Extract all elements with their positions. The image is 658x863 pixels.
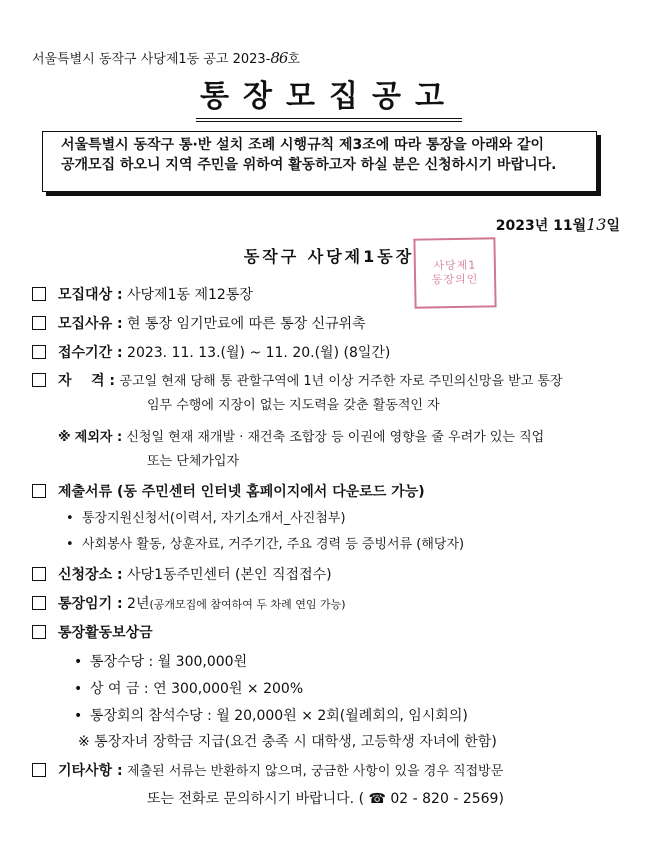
section-place bbox=[32, 565, 332, 585]
section-target bbox=[32, 285, 253, 305]
exclusion-line-1: 신청일 현재 재개발 · 재건축 조합장 등 이권에 영향을 줄 우려가 있는 직업 bbox=[126, 430, 545, 445]
term-label: 통장임기 : bbox=[58, 596, 123, 612]
checkbox-icon bbox=[32, 625, 46, 639]
official-seal-stamp bbox=[413, 237, 496, 308]
compensation-label: 통장활동보상금 bbox=[58, 625, 153, 641]
exclusion-mark: ※ bbox=[58, 430, 71, 445]
checkbox-icon bbox=[32, 287, 46, 301]
compensation-item bbox=[74, 679, 303, 699]
bullet-icon: • bbox=[74, 681, 83, 697]
section-etc bbox=[32, 761, 503, 782]
documents-item-text: 통장지원신청서(이력서, 자기소개서_사진첨부) bbox=[82, 511, 346, 526]
compensation-item bbox=[74, 706, 468, 726]
post-date bbox=[496, 215, 620, 235]
reason-label: 모집사유 : bbox=[58, 316, 123, 332]
checkbox-icon bbox=[32, 316, 46, 330]
notice-handwritten-number: 86 bbox=[270, 49, 288, 67]
post-date-prefix: 2023년 11월 bbox=[495, 218, 587, 234]
exclusion-label: 제외자 : bbox=[74, 430, 123, 445]
target-label: 모집대상 : bbox=[58, 287, 123, 303]
documents-label: 제출서류 (동 주민센터 인터넷 홈페이지에서 다운로드 가능) bbox=[58, 484, 425, 500]
compensation-item-text: 통장수당 : 월 300,000원 bbox=[90, 654, 248, 670]
seal-line-2: 동장의인 bbox=[431, 272, 479, 287]
post-date-handwritten-day: 13 bbox=[586, 215, 607, 234]
checkbox-icon bbox=[32, 567, 46, 581]
section-reason bbox=[32, 314, 366, 334]
compensation-item bbox=[74, 652, 247, 672]
compensation-item-text: 통장회의 참석수당 : 월 20,000원 × 2회(월례회의, 임시회의) bbox=[90, 708, 468, 724]
term-value: 2년 bbox=[127, 596, 150, 612]
place-value: 사당1동주민센터 (본인 직접접수) bbox=[127, 567, 332, 583]
section-compensation bbox=[32, 623, 153, 643]
etc-line-2: 또는 전화로 문의하시기 바랍니다. ( ☎ 02 - 820 - 2569) bbox=[147, 791, 504, 807]
period-value: 2023. 11. 13.(월) ~ 11. 20.(월) (8일간) bbox=[127, 345, 391, 361]
qualification-line-2: 임무 수행에 지장이 없는 지도력을 갖춘 활동적인 자 bbox=[147, 398, 440, 413]
term-note: (공개모집에 참여하여 두 차례 연임 가능) bbox=[149, 598, 346, 611]
section-term bbox=[32, 594, 346, 615]
post-date-suffix: 일 bbox=[606, 218, 620, 234]
section-documents bbox=[32, 482, 425, 502]
place-label: 신청장소 : bbox=[58, 567, 123, 583]
checkbox-icon bbox=[32, 484, 46, 498]
compensation-note: ※ 통장자녀 장학금 지급(요건 충족 시 대학생, 고등학생 자녀에 한함) bbox=[78, 734, 497, 750]
documents-item-text: 사회봉사 활동, 상훈자료, 거주기간, 주요 경력 등 증빙서류 (해당자) bbox=[82, 537, 465, 552]
etc-label: 기타사항 : bbox=[58, 763, 123, 779]
checkbox-icon bbox=[32, 596, 46, 610]
notice-number-prefix: 서울특별시 동작구 사당제1동 공고 2023- bbox=[32, 52, 271, 67]
checkbox-icon bbox=[32, 763, 46, 777]
section-qualification bbox=[32, 371, 563, 392]
checkbox-icon bbox=[32, 373, 46, 387]
period-label: 접수기간 : bbox=[58, 345, 123, 361]
documents-item bbox=[66, 509, 346, 529]
qualification-label: 자 격 : bbox=[58, 373, 116, 389]
exclusion-line-2: 또는 단체가입자 bbox=[147, 454, 240, 469]
etc-line-1: 제출된 서류는 반환하지 않으며, 궁금한 사항이 있을 경우 직접방문 bbox=[127, 764, 504, 779]
bullet-icon: • bbox=[74, 708, 83, 724]
documents-item bbox=[66, 535, 464, 555]
intro-box: 서울특별시 동작구 통·반 설치 조례 시행규칙 제3조에 따라 통장을 아래와 같이 공개모집 하오니 지역 주민을 위하여 활동하고자 하실 분은 신청하시기 바랍니다. bbox=[42, 131, 597, 192]
issuer-name: 동작구 사당제1동장 bbox=[243, 247, 415, 266]
seal-line-1: 사당제1 bbox=[433, 258, 477, 273]
bullet-icon: • bbox=[66, 511, 74, 526]
checkbox-icon bbox=[32, 345, 46, 359]
compensation-item-text: 상 여 금 : 연 300,000원 × 200% bbox=[90, 681, 304, 697]
target-value: 사당제1동 제12통장 bbox=[127, 287, 253, 303]
notice-number-suffix: 호 bbox=[287, 52, 301, 67]
title-wrapper bbox=[0, 76, 658, 122]
bullet-icon: • bbox=[74, 654, 83, 670]
exclusion-row bbox=[58, 428, 544, 448]
section-period bbox=[32, 343, 390, 363]
document-title: 통장모집공고 bbox=[196, 76, 462, 122]
notice-number bbox=[32, 48, 300, 67]
bullet-icon: • bbox=[66, 537, 74, 552]
reason-value: 현 통장 임기만료에 따른 통장 신규위촉 bbox=[127, 316, 366, 332]
qualification-line-1: 공고일 현재 당해 통 관할구역에 1년 이상 거주한 자로 주민의신망을 받고 통장 bbox=[119, 374, 563, 389]
